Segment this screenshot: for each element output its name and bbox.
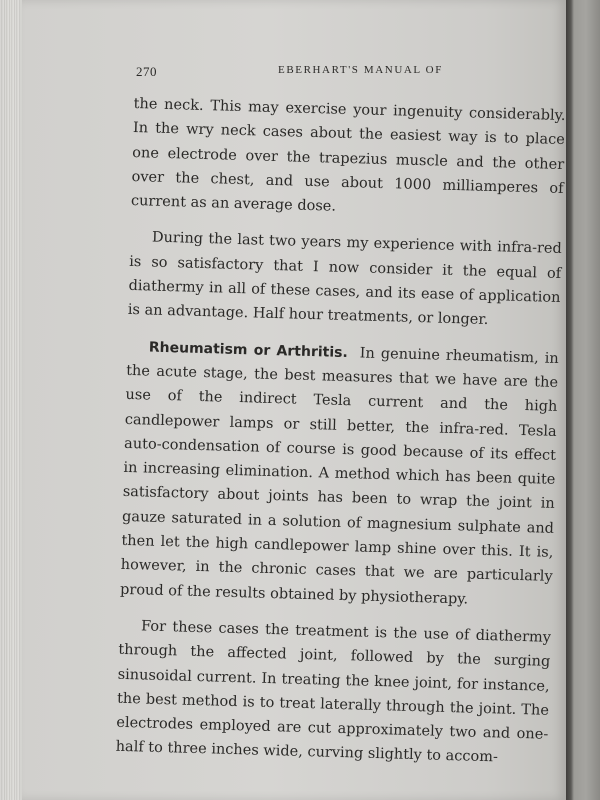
page-number: 270	[136, 64, 157, 79]
paragraph-rheumatism	[120, 335, 559, 614]
paragraph-wry-neck: the neck. This may exercise your ingenuity considerably. In the wry neck cases about the easiest way is to place one electrode over the trapezius muscle and the other over the chest, and use about 1000 milliamperes of current as an average dose.	[130, 95, 566, 215]
section-heading-rheumatism: Rheumatism or Arthritis.	[148, 339, 348, 361]
paragraph-diathermy: For these cases the treatment is the use of diathermy through the affected joint, followed by the surging sinusoidal current. In treating the knee joint, for instance, the best method is to treat laterally through the joint. The electrodes employed are cut approximately two and one-half to three inches wide, curving slightly to accom-	[115, 618, 552, 766]
paragraph-rheumatism-text: In genuine rheumatism, in the acute stage, the best measures that we have are the use of the indirect Tesla current and the high candlepower lamps or still better, the infra-red. Tesla auto-condensation of course is good because of its effect in increasing elimination. A method which has been quite satisfactory about joints has been to wrap the joint in gauze saturated in a solution of magnesium sulphate and then let the high candlepower lamp shine over this. It is, however, in the chronic cases that we are particularly proud of the results obtained by physiotherapy.	[119, 345, 559, 608]
book-page	[22, 0, 567, 800]
paragraph-infra-red: During the last two years my experience with infra-red is so satisfactory that I now consider it the equal of diathermy in all of these cases, and its ease of application is an advantage. Half hour treatments, or longer.	[127, 230, 562, 329]
page-stack-edge	[0, 0, 20, 800]
body-text	[115, 92, 565, 772]
page-header	[112, 60, 572, 80]
next-page-edge	[566, 0, 600, 800]
running-head: EBERHART'S MANUAL OF	[278, 64, 443, 76]
